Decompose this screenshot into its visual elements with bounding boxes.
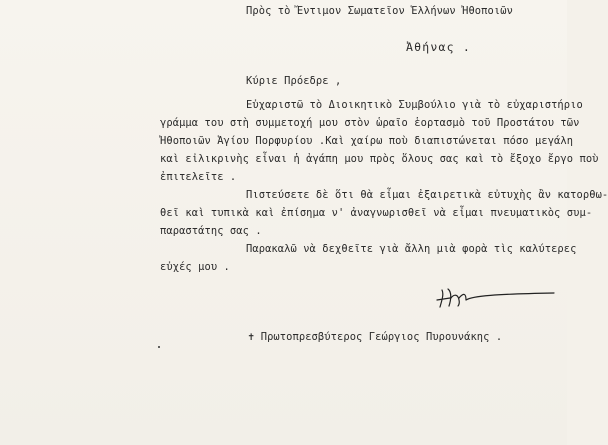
body-line: ἐπιτελεῖτε . [160, 171, 237, 183]
body-line: γράμμα του στὴ συμμετοχή μου στὸν ὡραῖο ἑορτασμὸ τοῦ Προστάτου τῶν [160, 117, 580, 129]
body-line: Πιστεύσετε δὲ ὅτι θὰ εἶμαι ἐξαιρετικὰ εὐτυχὴς ἂν κατορθω- [246, 189, 608, 201]
body-line: εὐχές μου . [160, 261, 230, 273]
ink-dot [158, 346, 160, 348]
body-line: Παρακαλῶ νὰ δεχθεῖτε γιὰ ἄλλη μιὰ φορὰ τὶς καλύτερες [246, 243, 577, 255]
body-line: Εὐχαριστῶ τὸ Διοικητικὸ Συμβούλιο γιὰ τὸ εὐχαριστήριο [246, 99, 583, 111]
body-line: παραστάτης σας . [160, 225, 262, 237]
handwritten-signature [436, 280, 556, 310]
recipient-line: Πρὸς τὸ Ἔντιμον Σωματεῖον Ἑλλήνων Ἠθοποιῶν [246, 5, 513, 17]
salutation: Κύριε Πρόεδρε , [246, 75, 342, 87]
body-line: Ἠθοποιῶν Ἁγίου Πορφυρίου .Καὶ χαίρω ποὺ διαπιστώνεται πόσο μεγάλη [160, 135, 574, 147]
body-line: καὶ εἰλικρινὴς εἶναι ἡ ἀγάπη μου πρὸς ὅλους σας καὶ τὸ ἔξοχο ἔργο ποὺ [160, 153, 599, 165]
body-line: θεῖ καὶ τυπικὰ καὶ ἐπίσημα ν' ἀναγνωρισθεῖ νὰ εἶμαι πνευματικὸς συμ- [160, 207, 593, 219]
city-line: Ἀθήνας . [406, 40, 471, 54]
signature-name: ✝ Πρωτοπρεσβύτερος Γεώργιος Πυρουνάκης . [248, 331, 503, 343]
